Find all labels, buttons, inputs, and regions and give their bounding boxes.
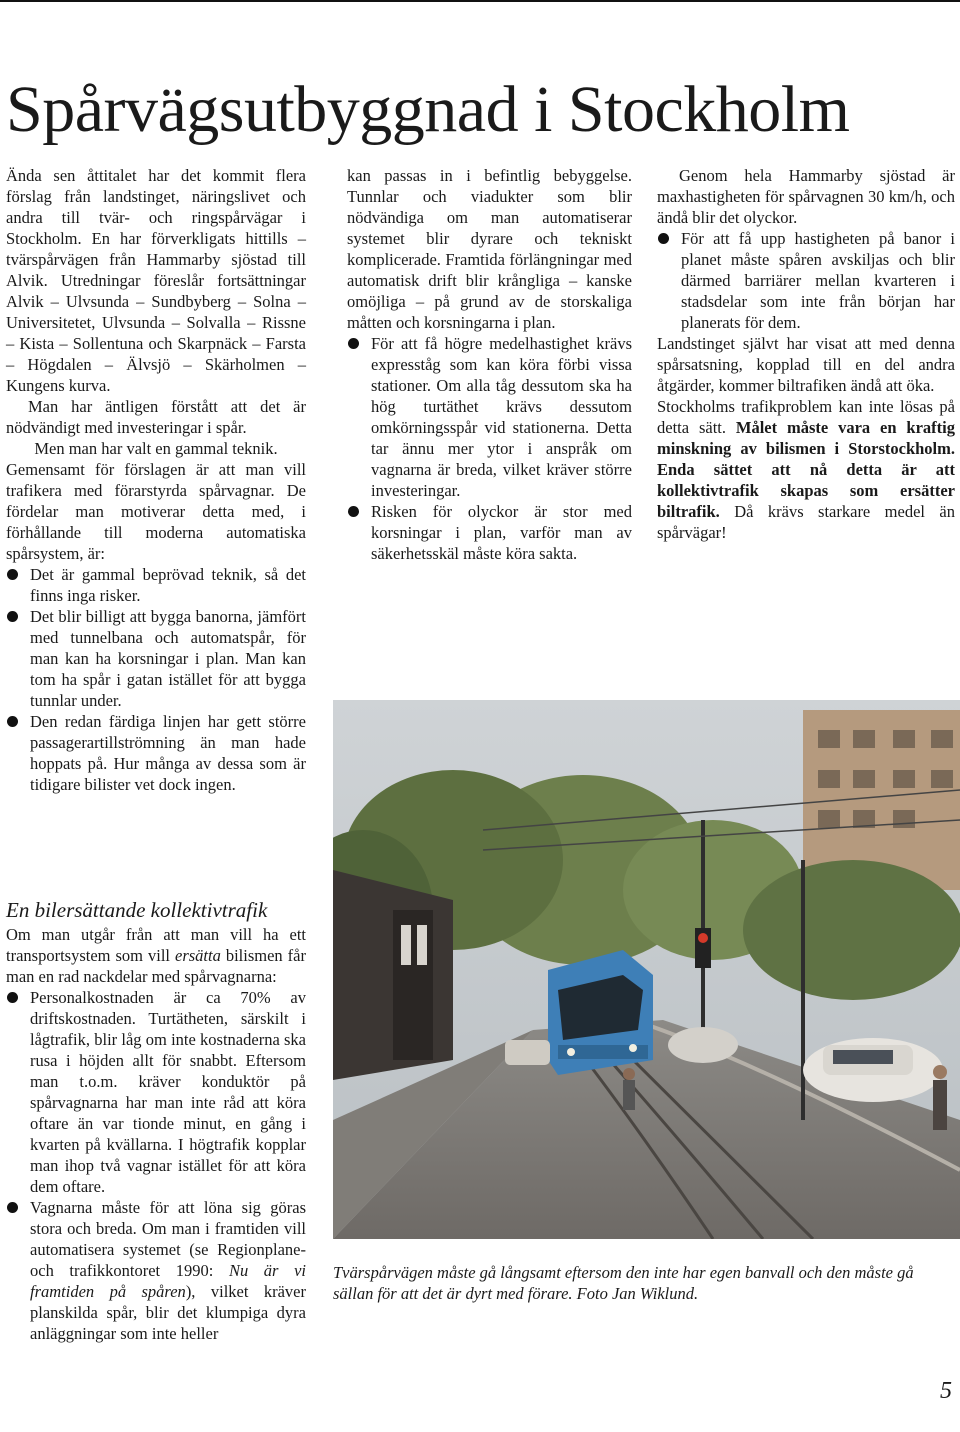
paragraph: Om man utgår från att man vill ha ett transportsystem som vill ersätta bilismen får man en rad nackdelar med spårvagnarna: [6,925,306,986]
bullet-icon [7,569,18,580]
bullet-icon [348,506,359,517]
bullet-item: Det är gammal beprövad teknik, så det finns inga risker. [6,564,306,606]
bullet-item: Vagnarna måste för att löna sig göras stora och breda. Om man i framtiden vill automatisera systemet (se Regionplane- och trafikkontoret 1990: Nu är vi framtiden på spåren), vilket kräver planskilda spår, blir det klumpiga dyra anläggningar som inte heller [6,1197,306,1344]
column-3 [657,165,955,543]
bullet-icon [7,1202,18,1213]
bullet-item: Det blir billigt att bygga banorna, jämfört med tunnelbana och automatspår, för man kan ha korsningar i plan. Man kan tom ha spår i gatan istället för att bygga tunnlar under. [6,606,306,711]
bullet-item: För att få upp hastigheten på banor i planet måste spåren avskiljas och blir därmed barriärer mellan kvarteren i stadsdelar som inte från början har planerats för dem. [657,228,955,333]
bullet-icon [7,992,18,1003]
paragraph: Man har äntligen förstått att det är nödvändigt med investeringar i spår. [6,397,306,437]
bullet-item: Den redan färdiga linjen har gett större passagerartillströmning än man hade hoppats på. Hur många av dessa som är tidigare bilister vet dock ingen. [6,711,306,795]
paragraph: Stockholms trafikproblem kan inte lösas på detta sätt. Målet måste vara en kraftig minskning av bilismen i Storstockholm. Enda sättet att nå detta är att kollektivtrafik skapas som ersätter biltrafik. Då krävs starkare medel än spårvägar! [657,397,956,542]
top-rule [0,0,960,2]
intro-paragraph: Ända sen åttitalet har det kommit flera förslag från landstinget, näringslivet och andra till tvär- och ringspårvägar i Stockholm. En har förverkligats hittills – tvärspårvägen från Hammarby sjöstad till Alvik. Utredningar föreslår fortsättningar Alvik – Ulvsunda – Sundbyberg – Solna – Universitetet, Ulvsunda – Solvalla – Rissne – Kista – Sollentuna och Skarpnäck – Farsta – Högdalen – Älvsjö – Skärholmen – Kungens kurva. [6,166,306,395]
column-1-lower [6,898,306,1344]
bullet-icon [7,716,18,727]
section-heading: En bilersättande kollektivtrafik [6,898,268,922]
bullet-icon [658,233,669,244]
bullet-item: Risken för olyckor är stor med korsningar i plan, varför man av säkerhetsskäl måste köra sakta. [347,501,632,564]
page-title: Spårvägsutbyggnad i Stockholm [6,73,850,146]
tram-photo [333,700,960,1239]
page-number: 5 [940,1378,952,1404]
bullet-item: För att få högre medelhastighet krävs expresståg som kan köra förbi vissa stationer. Om alla tåg dessutom ska ha hög turtäthet krävs dessutom omkörningsspår vid stationerna. Detta tar ännu mer ytor i anspråk om vagnarna är breda, vilket kräver större investeringar. [347,333,632,501]
paragraph: Landstinget självt har visat att med denna spårsatsning, kopplad till en del andra åtgärder, kommer biltrafiken ändå att öka. [657,334,955,395]
paragraph: Gemensamt för förslagen är att man vill trafikera med förarstyrda spårvagnar. De fördelar man motiverar detta med, i förhållande till moderna automatiska spårsystem, är: [6,460,306,563]
paragraph: Men man har valt en gammal teknik. [34,439,278,458]
bullet-icon [348,338,359,349]
column-2 [347,165,632,564]
bullet-item: Personalkostnaden är ca 70% av driftskostnaden. Turtätheten, särskilt i lågtrafik, blir låg om inte kostnaderna ska rusa i höjden allt för snabbt. Eftersom man t.o.m. kräver konduktör på spårvagnarna har man inte råd att köra oftare än var tionde minut, en gång i kvarten på kvällarna. I högtrafik kopplar man ihop två vagnar istället för att köra dem oftare. [6,987,306,1197]
bullet-icon [7,611,18,622]
photo-caption: Tvärspårvägen måste gå långsamt eftersom den inte har egen banvall och den måste gå sällan för att det är dyrt med förare. Foto Jan Wiklund. [333,1262,914,1303]
paragraph: kan passas in i befintlig bebyggelse. Tunnlar och viadukter som blir nödvändiga om man automatiserar systemet blir dyrare och tekniskt komplicerade. Framtida förlängningar med automatisk drift blir krångliga – kanske omöjliga – på grund av de storskaliga måtten och korsningarna i plan. [347,166,632,332]
paragraph: Genom hela Hammarby sjöstad är maxhastigheten för spårvagnen 30 km/h, och ändå blir det olyckor. [657,166,955,227]
column-1 [6,165,306,795]
